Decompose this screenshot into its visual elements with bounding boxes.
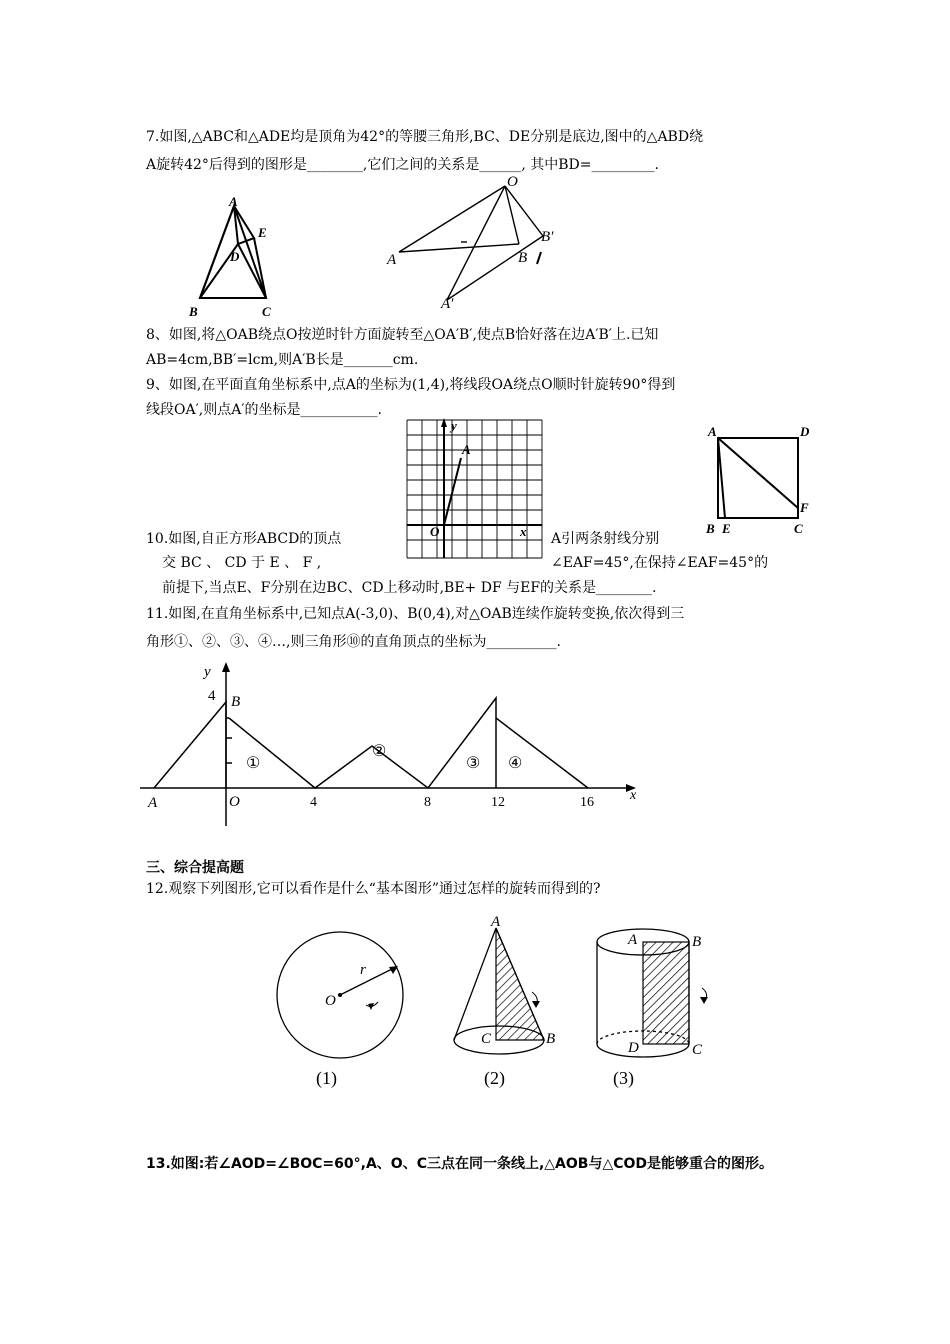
- triangle-3-label: ③: [466, 755, 481, 772]
- label-f: F: [800, 500, 809, 515]
- q12-figures: [270, 912, 720, 1102]
- q10-line1-left: 10.如图,自正方形ABCD的顶点: [146, 531, 342, 547]
- label-a: A: [462, 442, 471, 457]
- label-y: y: [204, 664, 211, 680]
- q12-line1: 12.观察下列图形,它可以看作是什么“基本图形”通过怎样的旋转而得到的?: [146, 881, 601, 897]
- q10-square-figure: [704, 420, 822, 540]
- q11-line2: 角形①、②、③、④…,则三角形⑩的直角顶点的坐标为__________.: [146, 634, 561, 650]
- section-title: 三、综合提高题: [146, 860, 244, 876]
- label-a: A: [708, 424, 717, 439]
- triangle-4-label: ④: [508, 755, 523, 772]
- q11-rotation-chart: [140, 660, 650, 832]
- label-r: r: [360, 962, 366, 978]
- label-d-cyl: D: [628, 1040, 639, 1056]
- label-a: A: [148, 795, 158, 811]
- q9-grid-figure: [405, 418, 545, 560]
- label-4: 4: [208, 688, 216, 704]
- label-b: B: [706, 521, 715, 536]
- q8-line2: AB=4cm,BB′=lcm,则A′B长是_______cm.: [146, 352, 419, 368]
- q10-line2-left: 交 BC 、 CD 于 E 、 F ,: [162, 555, 322, 571]
- label-a-cyl: A: [628, 932, 638, 948]
- q10-line1-right: A引两条射线分别: [551, 531, 660, 547]
- triangle-1-label: ①: [246, 755, 261, 772]
- q7-line1: 7.如图,△ABC和△ADE均是顶角为42°的等腰三角形,BC、DE分别是底边,图中的△ABD绕: [146, 129, 704, 145]
- caption-2: (2): [484, 1068, 505, 1088]
- label-e: E: [722, 521, 731, 536]
- label-d: D: [800, 424, 810, 439]
- q8-rotation-figure: [385, 172, 565, 310]
- label-a: A: [387, 252, 397, 268]
- q10-line3: 前提下,当点E、F分别在边BC、CD上移动时,BE+ DF 与EF的关系是________.: [162, 580, 657, 596]
- tick-4: 4: [310, 795, 317, 810]
- q10-line2-right: ∠EAF=45°,在保持∠EAF=45°的: [551, 555, 769, 571]
- label-x: x: [520, 524, 527, 539]
- label-o: O: [325, 993, 336, 1009]
- label-a-prime: A′: [441, 296, 454, 312]
- label-o: O: [430, 524, 440, 539]
- q9-line2: 线段OA′,则点A′的坐标是___________.: [146, 402, 382, 418]
- label-e: E: [258, 225, 267, 240]
- label-c: C: [262, 304, 271, 319]
- label-b-cyl: B: [692, 934, 702, 950]
- tick-12: 12: [491, 795, 505, 810]
- label-o: O: [507, 174, 518, 190]
- q9-line1: 9、如图,在平面直角坐标系中,点A的坐标为(1,4),将线段OA绕点O顺时针旋转90°得到: [146, 377, 676, 393]
- tick-16: 16: [580, 795, 594, 810]
- label-b: B: [231, 694, 241, 710]
- q7-line2: A旋转42°后得到的图形是________,它们之间的关系是______, 其中BD=_________.: [146, 157, 659, 173]
- q11-line1: 11.如图,在直角坐标系中,已知点A(-3,0)、B(0,4),对△OAB连续作旋转变换,依次得到三: [146, 606, 685, 622]
- label-y: y: [451, 418, 457, 433]
- caption-3: (3): [613, 1068, 634, 1088]
- label-b: B: [518, 250, 528, 266]
- label-c: C: [794, 521, 803, 536]
- q13-line1: 13.如图:若∠AOD=∠BOC=60°,A、O、C三点在同一条线上,△AOB与△COD是能够重合的图形。: [146, 1156, 774, 1172]
- label-b-cone: B: [546, 1031, 556, 1047]
- q8-line1: 8、如图,将△OAB绕点O按逆时针方面旋转至△OA′B′,使点B恰好落在边A′B′上.已知: [146, 327, 659, 343]
- label-a-cone: A: [491, 914, 501, 930]
- label-b-prime: B′: [541, 229, 554, 245]
- label-b: B: [189, 304, 198, 319]
- label-a: A: [229, 194, 238, 209]
- triangle-2-label: ②: [372, 743, 387, 760]
- label-d: D: [230, 249, 240, 264]
- caption-1: (1): [316, 1068, 337, 1088]
- label-c-cyl: C: [692, 1042, 703, 1058]
- label-o: O: [229, 794, 240, 810]
- label-c-cone: C: [481, 1031, 492, 1047]
- q7-triangle-figure: [180, 192, 290, 322]
- label-x: x: [630, 788, 637, 803]
- tick-8: 8: [424, 795, 431, 810]
